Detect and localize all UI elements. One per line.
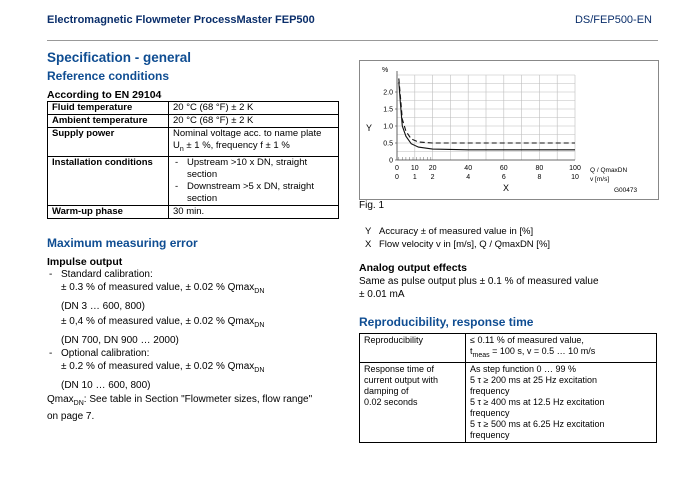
std-line-1 <box>61 281 347 298</box>
row-value: 20 °C (68 °F) ± 2 K <box>169 102 339 115</box>
header-doc-id: DS/FEP500-EN <box>574 14 652 26</box>
figure-legend <box>365 225 550 251</box>
legend-x <box>365 238 550 251</box>
figure-caption: Fig. 1 <box>359 200 385 211</box>
y-tick-label: 0.5 <box>383 140 393 148</box>
list-item <box>173 181 334 205</box>
qmax-note <box>47 393 347 410</box>
response-value-7: frequency <box>470 429 510 440</box>
reference-subtitle: According to EN 29104 <box>47 89 162 101</box>
opt-text-1: ± 0.2 % of measured value, ± 0.02 % Qmax <box>61 361 255 372</box>
installation-list <box>173 157 334 205</box>
x-ticks <box>395 165 581 181</box>
reference-table <box>47 101 339 219</box>
x-unit-bottom: v [m/s] <box>590 176 610 183</box>
legend-y-text: Accuracy ± of measured value in [%] <box>379 226 534 237</box>
x-tick-label-top: 100 <box>569 165 581 172</box>
analog-title: Analog output effects <box>359 262 467 274</box>
response-value-6: 5 τ ≥ 500 ms at 6.25 Hz excitation <box>470 418 605 429</box>
row-key: Fluid temperature <box>48 102 169 115</box>
analog-line-2: ± 0.01 mA <box>359 289 405 300</box>
figure-id: G00473 <box>614 187 638 194</box>
analog-line-1: Same as pulse output plus ± 0.1 % of measured value <box>359 276 599 287</box>
x-tick-label-bottom: 1 <box>412 174 417 181</box>
repro-value-1: ≤ 0.11 % of measured value, <box>470 335 584 345</box>
row-key: Reproducibility <box>360 334 466 363</box>
analog-body <box>359 275 659 301</box>
dn-subscript: DN <box>73 400 84 407</box>
calibration-list <box>47 268 347 392</box>
legend-y <box>365 225 550 238</box>
repro-table <box>359 333 657 443</box>
y-tick-label: 0 <box>389 157 393 165</box>
qmax-symbol: Qmax <box>47 394 74 405</box>
x-tick-label-top: 20 <box>428 165 437 172</box>
std-text-3: ± 0,4 % of measured value, ± 0.02 % Qmax <box>61 316 255 327</box>
x-tick-label-top: 10 <box>410 165 419 172</box>
opt-line-2: (DN 10 … 600, 800) <box>61 380 151 391</box>
x-tick-label-top: 60 <box>499 165 508 172</box>
response-key-1: Response time of <box>364 363 435 374</box>
y-tick-label: 1.0 <box>383 123 393 131</box>
chart-series <box>399 78 575 149</box>
table-row <box>48 156 339 205</box>
table-row <box>360 334 657 363</box>
x-tick-label-bottom: 0 <box>395 174 399 181</box>
row-key: Installation conditions <box>48 156 169 205</box>
max-error-subtitle: Impulse output <box>47 256 123 268</box>
chart-grid <box>397 71 575 160</box>
std-label: - Standard calibration: <box>61 269 153 280</box>
table-row <box>48 102 339 115</box>
dn-subscript: DN <box>254 367 265 374</box>
x-axis-label: X <box>503 183 510 193</box>
header-divider <box>47 40 658 41</box>
table-row <box>48 205 339 218</box>
t-symbol: t <box>470 346 473 356</box>
list-item <box>173 157 334 181</box>
x-tick-label-bottom: 6 <box>501 174 506 181</box>
dn-subscript: DN <box>254 288 265 295</box>
table-row <box>48 115 339 128</box>
list-item <box>47 268 347 347</box>
row-key: Warm-up phase <box>48 205 169 218</box>
repro-value-2 <box>470 346 652 361</box>
response-value-5: frequency <box>470 407 510 418</box>
table-row <box>360 362 657 442</box>
max-error-body <box>47 268 347 423</box>
table-row <box>48 128 339 157</box>
page-title: Specification - general <box>47 50 192 65</box>
header-title: Electromagnetic Flowmeter ProcessMaster FEP500 <box>47 14 315 26</box>
meas-subscript: meas <box>472 351 490 359</box>
opt-line-1 <box>61 360 347 377</box>
response-value-2: 5 τ ≥ 200 ms at 25 Hz excitation <box>470 374 598 385</box>
legend-x-key: X <box>365 239 372 250</box>
response-value-4: 5 τ ≥ 400 ms at 12.5 Hz excitation <box>470 396 605 407</box>
y-tick-label: 1.5 <box>383 106 393 114</box>
std-line-3 <box>61 315 347 332</box>
qmax-note-page: on page 7. <box>47 411 95 422</box>
y-unit-label: % <box>382 67 389 74</box>
std-line-2: (DN 3 … 600, 800) <box>61 301 145 312</box>
repro-title: Reproducibility, response time <box>359 315 534 329</box>
row-key: Supply power <box>48 128 169 157</box>
row-value <box>466 334 657 363</box>
supply-line-1: Nominal voltage acc. to name plate <box>173 128 322 139</box>
response-value-1: As step function 0 … 99 % <box>470 363 577 374</box>
supply-line-2 <box>173 140 334 156</box>
response-key-3: damping of <box>364 385 409 396</box>
response-key-2: current output with <box>364 374 439 385</box>
x-tick-label-bottom: 4 <box>466 174 471 181</box>
x-tick-label-bottom: 10 <box>571 174 579 181</box>
qmax-note-text: : See table in Section "Flowmeter sizes, flow range" <box>83 394 313 405</box>
row-value <box>169 128 339 157</box>
list-item <box>47 347 347 392</box>
std-text-1: ± 0.3 % of measured value, ± 0.02 % Qmax <box>61 282 255 293</box>
max-error-title: Maximum measuring error <box>47 236 198 250</box>
opt-label: - Optional calibration: <box>61 348 150 359</box>
row-value <box>466 362 657 442</box>
row-key: Ambient temperature <box>48 115 169 128</box>
legend-x-text: Flow velocity v in [m/s], Q / QmaxDN [%] <box>379 239 551 250</box>
dn-subscript: DN <box>254 322 265 329</box>
y-axis-label: Y <box>366 123 373 133</box>
row-value <box>169 156 339 205</box>
x-tick-label-bottom: 2 <box>430 174 435 181</box>
reference-title: Reference conditions <box>47 69 170 83</box>
supply-tolerance: ± 1 %, frequency f ± 1 % <box>183 140 290 151</box>
supply-subscript: n <box>179 145 184 153</box>
response-key-4: 0.02 seconds <box>364 396 418 407</box>
row-value: 30 min. <box>169 205 339 218</box>
chart-frame <box>359 60 659 200</box>
row-key <box>360 362 466 442</box>
row-value: 20 °C (68 °F) ± 2 K <box>169 115 339 128</box>
supply-symbol: U <box>173 140 180 151</box>
response-value-3: frequency <box>470 385 510 396</box>
downstream-line-1: - Downstream >5 x DN, straight <box>187 180 314 192</box>
series-dashed <box>399 78 575 143</box>
downstream-line-2: section <box>187 192 218 204</box>
legend-y-key: Y <box>365 226 372 237</box>
x-tick-label-bottom: 8 <box>537 174 542 181</box>
upstream-line-2: section <box>187 168 218 180</box>
y-ticks <box>383 90 397 165</box>
x-tick-label-top: 40 <box>464 165 473 172</box>
y-tick-label: 2.0 <box>383 89 393 97</box>
x-tick-label-top: 0 <box>395 165 399 172</box>
repro-conditions: = 100 s, v = 0.5 … 10 m/s <box>489 346 596 356</box>
upstream-line-1: - Upstream >10 x DN, straight <box>187 156 308 168</box>
std-line-4: (DN 700, DN 900 … 2000) <box>61 335 179 346</box>
x-tick-label-top: 80 <box>535 165 544 172</box>
accuracy-chart <box>360 61 658 199</box>
x-unit-top: Q / QmaxDN <box>590 167 628 174</box>
